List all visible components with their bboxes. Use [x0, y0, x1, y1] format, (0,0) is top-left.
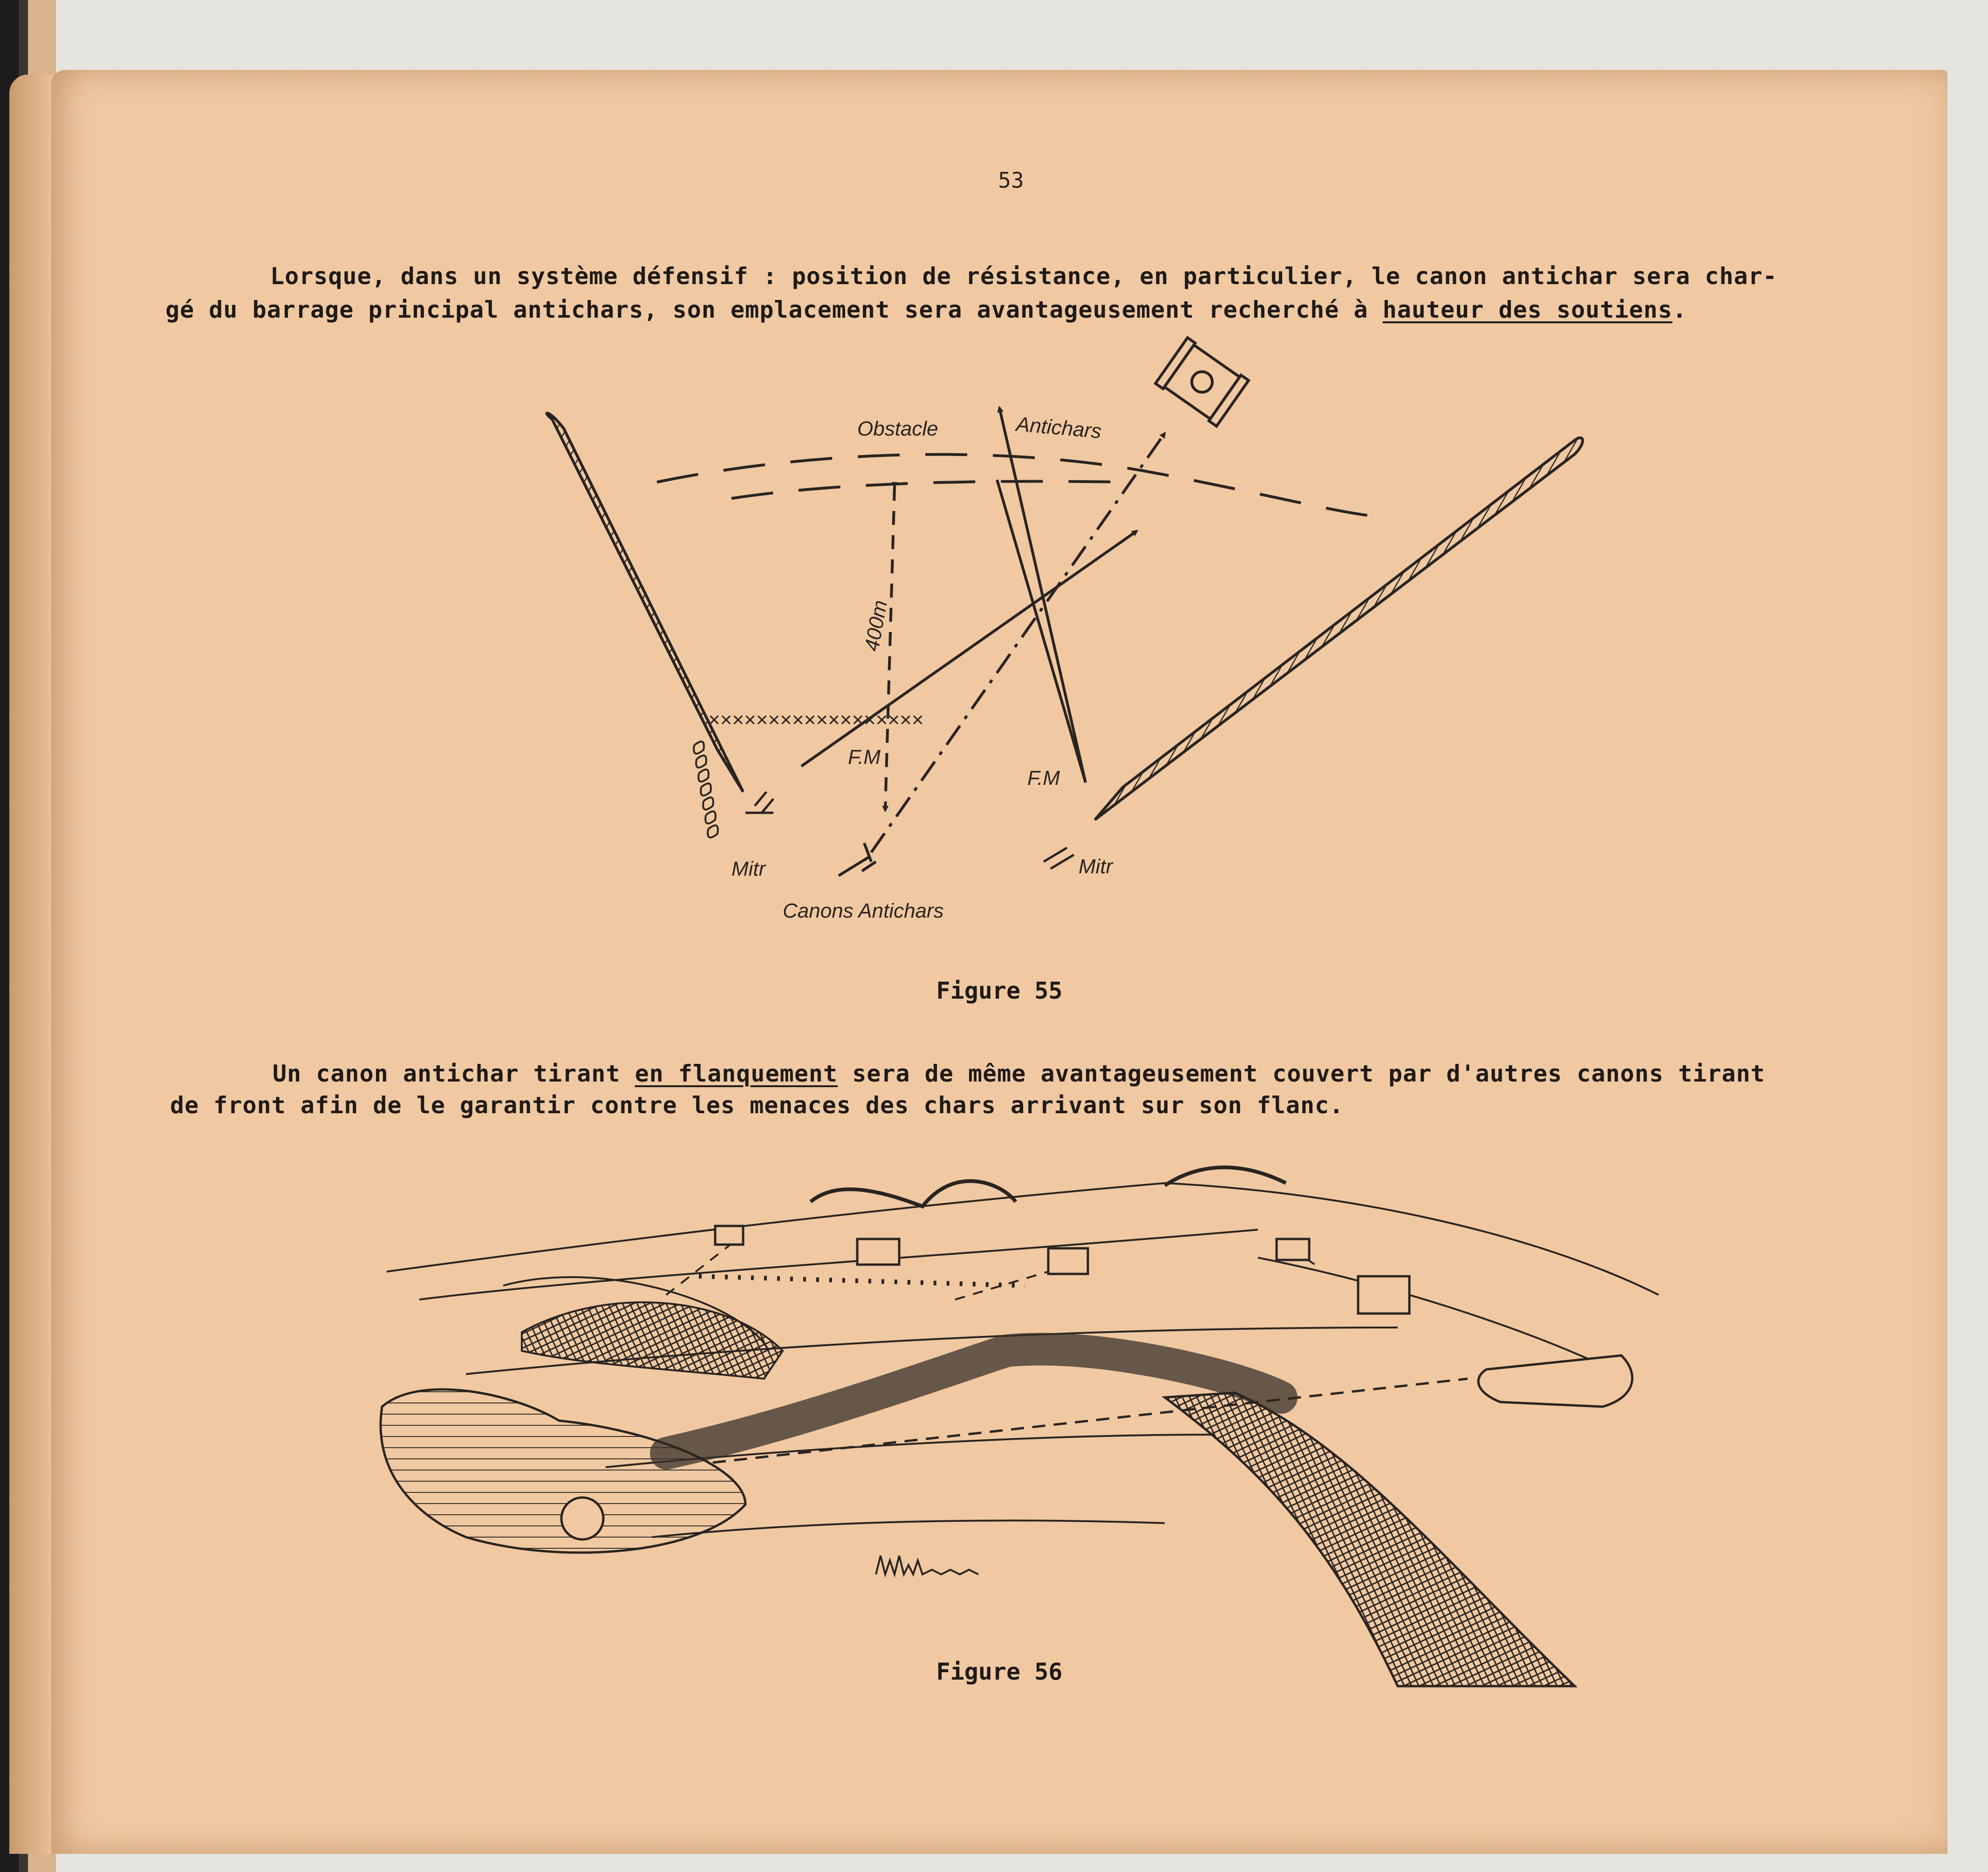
field-line: [652, 1520, 1165, 1537]
paragraph-1-line-2: [165, 293, 1687, 327]
underlined-phrase: hauteur des soutiens: [1382, 296, 1673, 323]
horizon-trees: [1165, 1167, 1286, 1185]
figure-56-illustration: [363, 1141, 1691, 1691]
underlined-phrase-flanquement: en flanquement: [635, 1060, 838, 1087]
mitr-mark-right: [1044, 848, 1074, 869]
firing-line-cross: [997, 480, 1086, 783]
road: [1165, 1393, 1575, 1686]
right-hatched-obstacle: [1095, 438, 1583, 820]
coil-wire: [694, 742, 718, 837]
dashed-obstacle-line-lower: [731, 481, 1127, 498]
tank-icon: [1358, 1276, 1409, 1314]
figure-55-diagram: [512, 326, 1654, 941]
cannon-wheel-icon: [561, 1498, 603, 1539]
label-fm-right: F.M: [1027, 767, 1060, 790]
paragraph-1-line-2-end: .: [1672, 296, 1687, 323]
page-number: 53: [998, 168, 1024, 193]
label-400m: 400m: [860, 598, 892, 653]
firing-line-left: [666, 1244, 731, 1295]
figure-55-caption: Figure 55: [936, 977, 1063, 1004]
tank-icon: [1478, 1355, 1632, 1407]
tank-icon: [1048, 1248, 1088, 1274]
figure-56-caption: Figure 56: [936, 1658, 1063, 1685]
field-line: [419, 1230, 1258, 1300]
paragraph-2-line-2: de front afin de le garantir contre les menaces des chars arrivant sur son flanc.: [170, 1092, 1344, 1119]
tank-icon: [857, 1239, 899, 1265]
paragraph-2-line-1: [273, 1056, 1765, 1091]
firing-line-center: [955, 1272, 1048, 1300]
barbed-wire-crosses: [708, 708, 924, 731]
label-mitr-right: Mitr: [1079, 855, 1113, 878]
svg-text:××××××××××××××××××: ××××××××××××××××××: [708, 708, 924, 731]
label-canons-antichars: Canons Antichars: [783, 899, 944, 922]
paragraph-1-line-2-text: gé du barrage principal antichars, son emplacement sera avantageusement recherché à: [165, 296, 1383, 323]
mitr-mark-left: [745, 792, 773, 813]
left-hatched-obstacle: [547, 413, 743, 792]
cannon-symbol: [839, 843, 876, 876]
tank-icon: [715, 1226, 743, 1245]
paragraph-1-line-1: Lorsque, dans un système défensif : position de résistance, en particulier, le canon antichar sera char-: [270, 263, 1777, 290]
label-fm-left: F.M: [848, 746, 881, 769]
paragraph-2-line-1-end: sera de même avantageusement couvert par d'autres canons tirant: [838, 1060, 1765, 1087]
distance-arrow: [885, 487, 895, 810]
label-obstacle: Obstacle: [857, 417, 938, 440]
label-mitr-left: Mitr: [731, 858, 766, 880]
label-antichars: Antichars: [1015, 413, 1103, 443]
hatched-field: [522, 1302, 783, 1379]
grass-tuft: [876, 1556, 978, 1574]
tank-icon: [1277, 1239, 1309, 1260]
fence: [699, 1276, 1025, 1286]
paragraph-2-line-1-text: Un canon antichar tirant: [273, 1060, 635, 1087]
firing-line-antichars: [999, 408, 1086, 783]
horizon-trees: [811, 1181, 1016, 1206]
tank-icon: [1155, 338, 1249, 426]
